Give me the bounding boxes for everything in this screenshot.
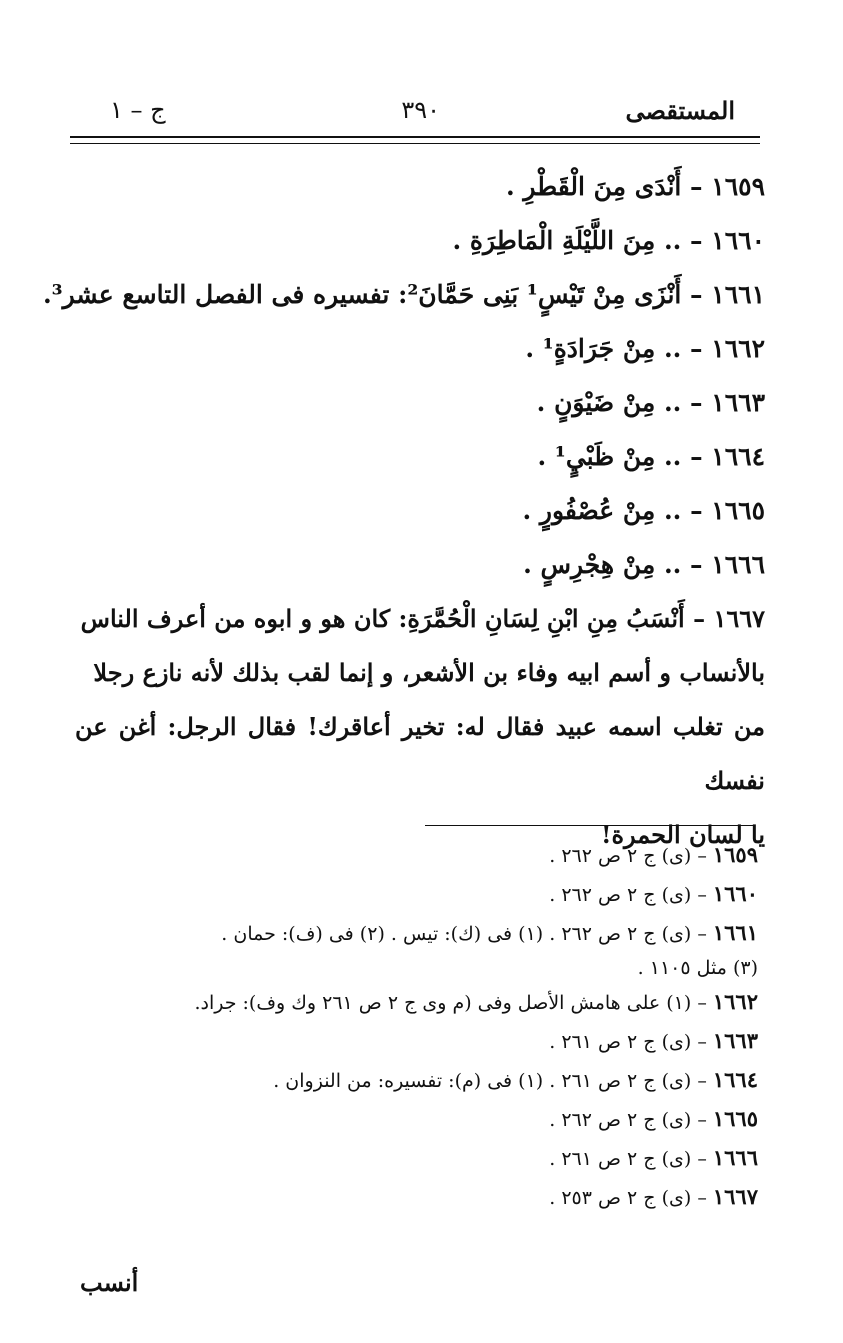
footnote-1661-continuation: (٣) مثل ١١٠٥ . xyxy=(637,957,758,979)
footnote-text: – (ى) ج ٢ ص ٢٦٢ . xyxy=(549,1109,707,1131)
entry-text: – .. مِنْ عُصْفُورٍ . xyxy=(522,496,703,525)
footnote-text: – (ى) ج ٢ ص ٢٦٢ . xyxy=(549,884,707,906)
footnote-number: ١٦٦٤ xyxy=(712,1067,758,1092)
entry-text: – .. مِنْ ضَيْوَنٍ . xyxy=(536,388,703,417)
entry-text: – .. مِنْ هِجْرِسٍ . xyxy=(523,550,703,579)
footnote-number: ١٦٦٠ xyxy=(712,881,758,906)
book-title: المستقصى xyxy=(625,96,735,125)
entry-number: ١٦٦١ xyxy=(711,280,765,309)
footnotes xyxy=(68,836,758,1217)
footnote-number: ١٦٦٦ xyxy=(712,1145,758,1170)
entry-text: – .. مِنْ جَرَادَةٍ¹ . xyxy=(525,334,703,363)
footnote-number: ١٦٦١ xyxy=(712,920,758,945)
footnote-number: ١٦٦٥ xyxy=(712,1106,758,1131)
entry-text: – .. مِنَ اللَّيْلَةِ الْمَاطِرَةِ . xyxy=(452,226,703,255)
entry-text: – أَنْزَى مِنْ تَيْسٍ¹ بَنِى حَمَّانَ²: تفسيره فى الفصل التاسع عشر³. xyxy=(42,280,703,309)
footnote-1663 xyxy=(68,1022,758,1061)
footnote-1662 xyxy=(68,983,758,1022)
footnote-1661 xyxy=(68,914,758,953)
footnote-text: – (ى) ج ٢ ص ٢٥٣ . xyxy=(549,1187,707,1209)
volume-label: ج – ١ xyxy=(110,96,166,124)
entry-line: من تغلب اسمه عبيد فقال له: تخير أعاقرك! فقال الرجل: أغن عن نفسك xyxy=(75,712,765,795)
footnote-number: ١٦٦٣ xyxy=(712,1028,758,1053)
entry-1661 xyxy=(42,268,765,322)
entry-1660 xyxy=(75,214,765,268)
entry-text: – أَنْسَبُ مِنِ ابْنِ لِسَانِ الْحُمَّرَةِ: كان هو و ابوه من أعرف الناس xyxy=(80,604,706,633)
footnote-1664 xyxy=(68,1061,758,1100)
footnote-text: – (ى) ج ٢ ص ٢٦١ . xyxy=(549,1031,707,1053)
footnote-1660 xyxy=(68,875,758,914)
footnote-1666 xyxy=(68,1139,758,1178)
header-rule-top xyxy=(70,136,760,138)
entry-text: – .. مِنْ ظَبْيٍ¹ . xyxy=(537,442,703,471)
footnote-1667 xyxy=(68,1178,758,1217)
entry-number: ١٦٦٤ xyxy=(711,442,765,471)
entry-1665 xyxy=(75,484,765,538)
entry-1667 xyxy=(75,592,765,862)
entry-1666 xyxy=(75,538,765,592)
entry-1662 xyxy=(75,322,765,376)
footnote-number: ١٦٥٩ xyxy=(712,842,758,867)
footnote-number: ١٦٦٢ xyxy=(712,989,758,1014)
header-rule-bottom xyxy=(70,143,760,144)
footnote-1659 xyxy=(68,836,758,875)
entry-1664 xyxy=(75,430,765,484)
proverb-entries xyxy=(42,160,765,862)
page-number: ٣٩٠ xyxy=(401,96,440,124)
entry-1659 xyxy=(75,160,765,214)
entry-line: بالأنساب و أسم ابيه وفاء بن الأشعر، و إنما لقب بذلك لأنه نازع رجلا xyxy=(93,658,765,687)
footnote-text: – (ى) ج ٢ ص ٢٦١ . xyxy=(549,1148,707,1170)
page-header xyxy=(70,92,760,132)
footnote-number: ١٦٦٧ xyxy=(712,1184,758,1209)
entry-line: يا لسان الحمرة! xyxy=(600,820,765,849)
footnote-text: – (ى) ج ٢ ص ٢٦٢ . xyxy=(549,845,707,867)
footnote-1665 xyxy=(68,1100,758,1139)
entry-line xyxy=(75,592,765,646)
entry-text: – أَنْدَى مِنَ الْقَطْرِ . xyxy=(506,172,703,201)
entry-number: ١٦٦٥ xyxy=(711,496,765,525)
entry-number: ١٦٦٣ xyxy=(711,388,765,417)
catchword: أنسب xyxy=(80,1268,139,1297)
footnote-separator xyxy=(425,825,755,826)
footnote-text: – (ى) ج ٢ ص ٢٦٢ . (١) فى (ك): تيس . (٢) فى (ف): حمان . xyxy=(221,923,707,945)
entry-number: ١٦٦٦ xyxy=(711,550,765,579)
entry-number: ١٦٦٠ xyxy=(711,226,765,255)
footnote-text: – (ى) ج ٢ ص ٢٦١ . (١) فى (م): تفسيره: من النزوان . xyxy=(273,1070,707,1092)
footnote-text: – (١) على هامش الأصل وفى (م وى ج ٢ ص ٢٦١ وك وف): جراد. xyxy=(194,992,707,1014)
entry-1663 xyxy=(75,376,765,430)
entry-number: ١٦٦٧ xyxy=(713,604,765,633)
entry-number: ١٦٦٢ xyxy=(711,334,765,363)
entry-number: ١٦٥٩ xyxy=(711,172,765,201)
